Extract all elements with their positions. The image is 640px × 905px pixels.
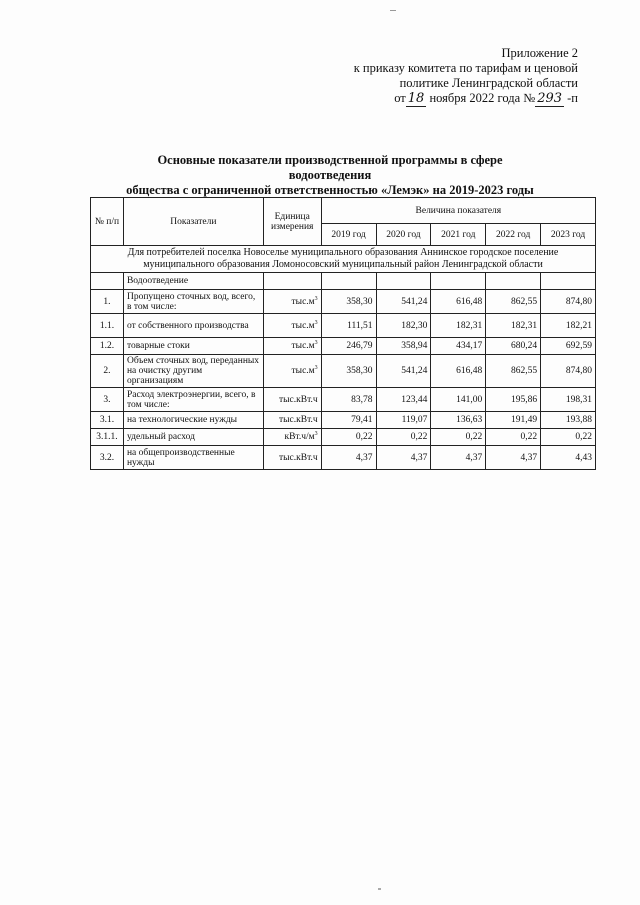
row-value: 0,22: [321, 429, 376, 446]
row-value: 0,22: [431, 429, 486, 446]
row-num: 3.: [91, 388, 124, 412]
row-num: 2.: [91, 355, 124, 388]
appendix-date-line: от 18 ноября 2022 года № 293 -п: [394, 91, 578, 106]
row-unit: $тыс.м^3$: [263, 355, 321, 388]
row-value: 79,41: [321, 412, 376, 429]
row-value: 83,78: [321, 388, 376, 412]
row-value: 182,31: [486, 314, 541, 338]
row-value: 191,49: [486, 412, 541, 429]
row-value: 0,22: [376, 429, 431, 446]
handwritten-day: 18: [407, 91, 425, 106]
header-year: 2022 год: [486, 224, 541, 246]
row-value: 692,59: [541, 338, 596, 355]
row-unit: тыс.кВт.ч: [263, 446, 321, 470]
row-unit: тыс.кВт.ч: [263, 388, 321, 412]
row-value: 874,80: [541, 355, 596, 388]
row-unit: $тыс.м^3$: [263, 314, 321, 338]
scan-mark: [378, 888, 381, 890]
row-value: 136,63: [431, 412, 486, 429]
header-name: Показатели: [123, 198, 263, 246]
appendix-header: [318, 46, 578, 106]
row-name: на технологические нужды: [123, 412, 263, 429]
row-value: 541,24: [376, 355, 431, 388]
table-row: [91, 290, 596, 314]
header-year: 2021 год: [431, 224, 486, 246]
row-name: товарные стоки: [123, 338, 263, 355]
document-title: Основные показатели производственной программы в сфере водоотведения общества с ограниченной ответственностью «Лемэк» на 2019-2023 годы: [126, 153, 534, 197]
row-value: 246,79: [321, 338, 376, 355]
subsection-title: Водоотведение: [123, 273, 263, 290]
header-unit: Единица измерения: [263, 198, 321, 246]
row-unit: $тыс.м^3$: [263, 290, 321, 314]
row-num: 3.2.: [91, 446, 124, 470]
table-row: [91, 314, 596, 338]
row-name: удельный расход: [123, 429, 263, 446]
row-name: Объем сточных вод, переданных на очистку другим организациям: [123, 355, 263, 388]
row-value: 434,17: [431, 338, 486, 355]
row-name: Расход электроэнергии, всего, в том числе:: [123, 388, 263, 412]
header-num: № п/п: [91, 198, 124, 246]
row-num: 1.2.: [91, 338, 124, 355]
row-value: 4,37: [431, 446, 486, 470]
row-value: 182,31: [431, 314, 486, 338]
row-value: 0,22: [541, 429, 596, 446]
row-num: 1.1.: [91, 314, 124, 338]
row-value: 123,44: [376, 388, 431, 412]
row-value: 862,55: [486, 290, 541, 314]
indicators-table: [90, 197, 596, 470]
table-row: [91, 446, 596, 470]
row-value: 0,22: [486, 429, 541, 446]
row-value: 358,30: [321, 355, 376, 388]
row-value: 195,86: [486, 388, 541, 412]
row-value: 182,30: [376, 314, 431, 338]
row-num: 3.1.1.: [91, 429, 124, 446]
row-value: 616,48: [431, 290, 486, 314]
row-num: 1.: [91, 290, 124, 314]
row-value: 119,07: [376, 412, 431, 429]
row-value: 874,80: [541, 290, 596, 314]
header-year: 2020 год: [376, 224, 431, 246]
row-value: 111,51: [321, 314, 376, 338]
appendix-order-ref: к приказу комитета по тарифам и ценовой: [353, 61, 578, 75]
row-value: 182,21: [541, 314, 596, 338]
header-year: 2023 год: [541, 224, 596, 246]
row-unit: $тыс.м^3$: [263, 338, 321, 355]
scan-mark: [390, 10, 396, 11]
row-value: 680,24: [486, 338, 541, 355]
table-row: [91, 429, 596, 446]
row-name: от собственного производства: [123, 314, 263, 338]
header-year: 2019 год: [321, 224, 376, 246]
row-value: 541,24: [376, 290, 431, 314]
row-name: на общепроизводственные нужды: [123, 446, 263, 470]
appendix-title: Приложение 2: [501, 46, 578, 60]
row-value: 193,88: [541, 412, 596, 429]
table-row: [91, 355, 596, 388]
table-row: [91, 388, 596, 412]
row-unit: тыс.кВт.ч: [263, 412, 321, 429]
row-value: 358,30: [321, 290, 376, 314]
row-unit: $кВт.ч/м^3$: [263, 429, 321, 446]
appendix-committee: политике Ленинградской области: [399, 76, 578, 90]
header-value-group: Величина показателя: [321, 198, 595, 224]
row-num: 3.1.: [91, 412, 124, 429]
row-value: 4,37: [321, 446, 376, 470]
row-name: Пропущено сточных вод, всего, в том числе:: [123, 290, 263, 314]
row-value: 141,00: [431, 388, 486, 412]
row-value: 4,37: [376, 446, 431, 470]
section-title: Для потребителей поселка Новоселье муниципального образования Аннинское городское поселение муниципального образования Ломоносовский муниципальный район Ленинградской области: [91, 246, 596, 273]
table-row: [91, 338, 596, 355]
row-value: 358,94: [376, 338, 431, 355]
row-value: 616,48: [431, 355, 486, 388]
handwritten-order-number: 293: [537, 91, 563, 106]
table-row: [91, 412, 596, 429]
row-value: 4,37: [486, 446, 541, 470]
row-value: 862,55: [486, 355, 541, 388]
row-value: 4,43: [541, 446, 596, 470]
row-value: 198,31: [541, 388, 596, 412]
